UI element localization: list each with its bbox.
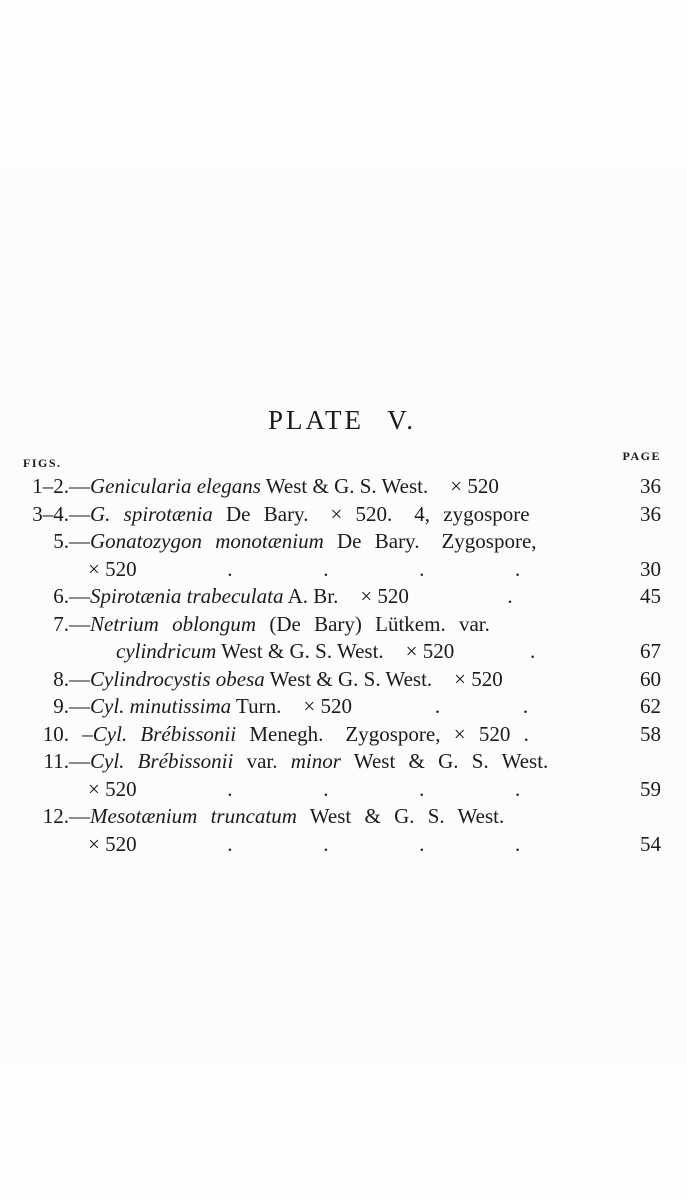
fig-number: 9.: [53, 694, 69, 718]
entry-line: [69, 831, 611, 859]
leader-dot: .: [515, 776, 521, 801]
entry-text: [69, 528, 537, 556]
text-segment: De Bary.: [323, 529, 420, 553]
entry-line: [69, 501, 611, 529]
table-row: [23, 638, 661, 666]
text-segment: × 520.: [330, 501, 393, 526]
entry-line: [69, 556, 611, 584]
text-segment: —: [69, 474, 90, 498]
fig-number: 10.: [42, 721, 69, 746]
fig-number: 7.: [53, 611, 69, 636]
text-segment: West & G. S. West.: [216, 639, 384, 663]
dot-leaders: [454, 638, 611, 666]
text-segment: Zygospore, × 520 .: [345, 721, 529, 746]
table-row: [23, 776, 661, 804]
table-row: [23, 501, 661, 529]
entry-line: [69, 583, 611, 611]
entry-line: [69, 666, 611, 694]
dot-leaders: [352, 693, 611, 721]
text-segment: × 520: [450, 474, 499, 498]
leader-dot: .: [227, 831, 233, 856]
column-headers: [23, 450, 661, 469]
entry-text: [69, 748, 548, 776]
table-row: [23, 583, 661, 611]
fig-number: 1–2.: [32, 474, 69, 498]
entry-text: [88, 776, 137, 804]
page-number: 36: [640, 474, 661, 498]
dot-leaders: [137, 556, 611, 584]
text-segment: West & G. S. West.: [296, 804, 505, 828]
entry-line: [69, 693, 611, 721]
leader-dot: .: [227, 776, 233, 801]
table-row: [23, 528, 661, 556]
text-segment: 4, zygospore: [414, 501, 530, 526]
species-name: Cyl. minutissima: [90, 694, 232, 718]
text-segment: —: [69, 694, 90, 718]
text-segment: —: [69, 584, 90, 608]
fig-number: 8.: [53, 666, 69, 691]
entry-line: [69, 776, 611, 804]
text-segment: A. Br.: [283, 584, 339, 608]
leader-dot: .: [419, 776, 425, 801]
table-row: [23, 473, 661, 501]
figure-list: [23, 473, 661, 858]
entry-text: [69, 473, 499, 501]
species-name: minor: [290, 749, 341, 773]
leader-dot: .: [515, 831, 521, 856]
table-row: [23, 666, 661, 694]
leader-dot: .: [507, 584, 513, 608]
page-number: 54: [640, 831, 661, 856]
page-title: PLATE V.: [267, 405, 417, 435]
species-name: G. spirotænia: [90, 501, 213, 526]
page-content: [23, 0, 661, 858]
text-segment: × 520: [454, 666, 503, 691]
page-column-header: PAGE: [622, 449, 661, 463]
fig-number: 5.: [53, 529, 69, 553]
entry-text: [69, 501, 530, 529]
page-number: 30: [640, 556, 661, 581]
text-segment: —: [69, 804, 90, 828]
text-segment: (De Bary) Lütkem. var.: [256, 611, 490, 636]
text-segment: —: [69, 749, 90, 773]
dot-leaders: [409, 583, 611, 611]
species-name: Spirotænia trabeculata: [90, 584, 284, 608]
text-segment: —: [69, 529, 90, 553]
text-segment: × 520: [88, 556, 137, 581]
leader-dot: .: [419, 831, 425, 856]
entry-line: [69, 721, 611, 749]
text-segment: West & G. S. West.: [340, 749, 549, 773]
species-name: Gonatozygon monotænium: [90, 529, 324, 553]
entry-text: [69, 611, 490, 639]
fig-number: 6.: [53, 584, 69, 608]
text-segment: —: [69, 611, 90, 636]
species-name: Genicularia elegans: [90, 474, 261, 498]
entry-text: [69, 583, 409, 611]
text-segment: De Bary.: [212, 501, 309, 526]
entry-text: [69, 666, 503, 694]
text-segment: × 520: [88, 831, 137, 856]
entry-line: [69, 473, 611, 501]
text-segment: × 520: [88, 776, 137, 801]
leader-dot: .: [434, 694, 441, 718]
text-segment: –: [69, 721, 93, 746]
species-name: Cyl. Brébissonii: [92, 721, 237, 746]
entry-text: [69, 693, 352, 721]
table-row: [23, 721, 661, 749]
leader-dot: .: [323, 556, 329, 581]
fig-number: 12.: [42, 804, 69, 828]
entry-line: [69, 748, 611, 776]
text-segment: Menegh.: [236, 721, 324, 746]
species-name: Cylindrocystis obesa: [90, 666, 265, 691]
table-row: [23, 693, 661, 721]
page-number: 60: [640, 666, 661, 691]
text-segment: West & G. S. West.: [264, 666, 433, 691]
leader-dot: .: [227, 556, 233, 581]
leader-dot: .: [323, 776, 329, 801]
entry-text: [69, 721, 529, 749]
fig-number: 11.: [43, 749, 69, 773]
page-number: 67: [640, 639, 661, 663]
page-number: 59: [640, 776, 661, 801]
text-segment: var.: [233, 749, 291, 773]
species-name: Cyl. Brébissonii: [90, 749, 234, 773]
dot-leaders: [137, 831, 611, 859]
text-segment: Zygospore,: [441, 529, 537, 553]
page-number: 62: [640, 694, 661, 718]
species-name: Mesotænium truncatum: [90, 804, 297, 828]
text-segment: × 520: [405, 639, 455, 663]
table-row: [23, 803, 661, 831]
entry-line: [69, 528, 611, 556]
species-name: Netrium oblongum: [90, 611, 257, 636]
entry-text: [88, 831, 137, 859]
entry-line: [69, 803, 611, 831]
fig-number: 3–4.: [32, 501, 69, 526]
table-row: [23, 748, 661, 776]
leader-dot: .: [419, 556, 425, 581]
table-row: [23, 831, 661, 859]
table-row: [23, 556, 661, 584]
leader-dot: .: [515, 556, 521, 581]
entry-text: [116, 638, 454, 666]
dot-leaders: [137, 776, 611, 804]
text-segment: West & G. S. West.: [260, 474, 429, 498]
entry-text: [69, 803, 504, 831]
text-segment: Turn.: [231, 694, 282, 718]
page-number: 58: [640, 721, 661, 746]
leader-dot: .: [522, 694, 529, 718]
text-segment: —: [69, 666, 90, 691]
text-segment: × 520: [303, 694, 352, 718]
table-row: [23, 611, 661, 639]
leader-dot: .: [530, 639, 536, 663]
text-segment: —: [69, 501, 90, 526]
page-number: 45: [640, 584, 661, 608]
species-name: cylindricum: [116, 639, 217, 663]
figs-column-header: FIGS.: [23, 456, 62, 470]
leader-dot: .: [323, 831, 329, 856]
entry-line: [69, 638, 611, 666]
entry-text: [88, 556, 137, 584]
entry-line: [69, 611, 611, 639]
page-number: 36: [640, 501, 661, 526]
text-segment: × 520: [360, 584, 409, 608]
